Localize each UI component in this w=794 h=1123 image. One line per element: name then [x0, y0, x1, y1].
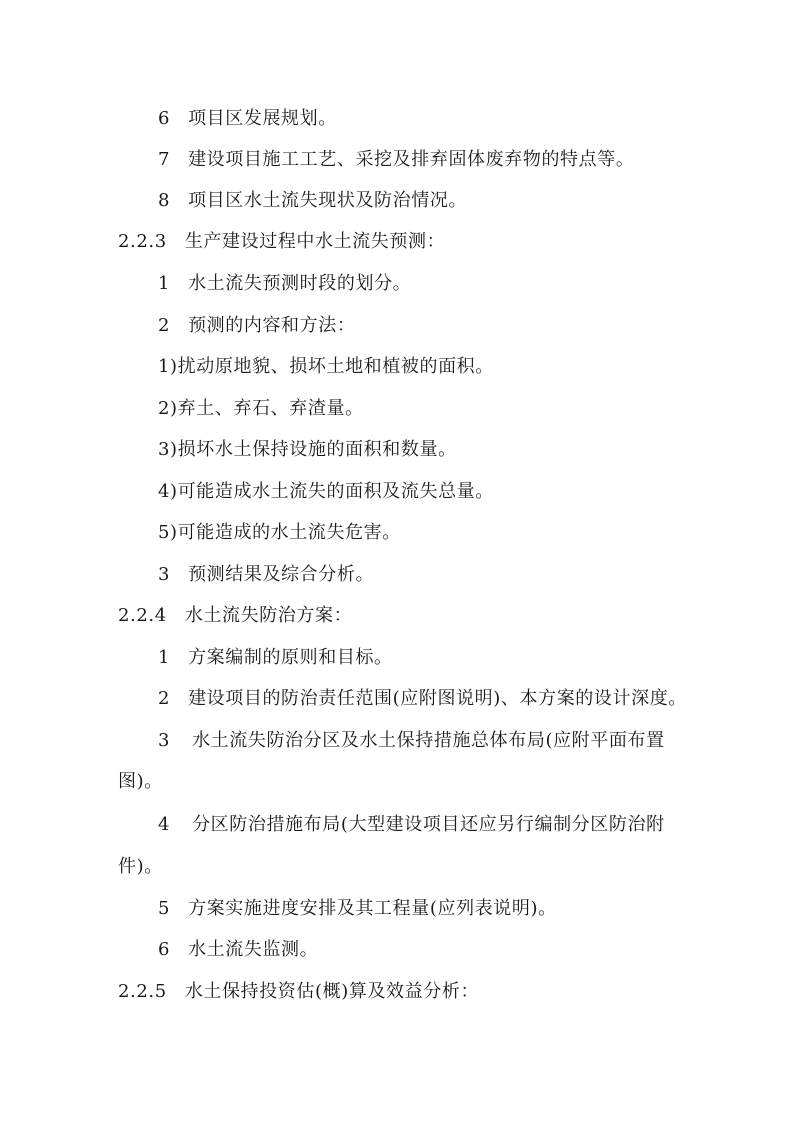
item-text: 图)。	[118, 771, 163, 792]
section-number: 2.2.3	[118, 231, 167, 252]
list-item	[158, 730, 665, 752]
list-item-continuation	[118, 856, 163, 878]
section-heading-2-2-3	[118, 231, 445, 253]
item-number: 3	[158, 730, 171, 751]
item-text: 水土流失监测。	[188, 939, 319, 960]
section-heading-2-2-5	[118, 981, 479, 1003]
item-number: 1	[158, 647, 171, 668]
sub-list-item	[158, 356, 494, 378]
sub-list-item	[158, 522, 401, 544]
item-text: 方案实施进度安排及其工程量(应列表说明)。	[188, 898, 557, 919]
item-text: 2)弃土、弃石、弃渣量。	[158, 398, 364, 419]
item-text: 4)可能造成水土流失的面积及流失总量。	[158, 481, 494, 502]
item-text: 5)可能造成的水土流失危害。	[158, 522, 401, 543]
list-item	[158, 190, 467, 212]
item-number: 6	[158, 939, 171, 960]
section-title: 水土保持投资估(概)算及效益分析：	[184, 981, 480, 1002]
item-number: 3	[158, 564, 171, 585]
item-number: 8	[158, 190, 171, 211]
list-item	[158, 564, 374, 586]
sub-list-item	[158, 481, 494, 503]
item-text: 项目区水土流失现状及防治情况。	[188, 190, 468, 211]
list-item-continuation	[118, 771, 163, 793]
list-item	[158, 149, 634, 171]
list-item	[158, 315, 355, 337]
list-item	[158, 647, 393, 669]
list-item	[158, 939, 318, 961]
item-number: 4	[158, 814, 171, 835]
item-text: 建设项目施工工艺、采挖及排弃固体废弃物的特点等。	[188, 149, 635, 170]
section-heading-2-2-4	[118, 605, 352, 627]
item-text: 项目区发展规划。	[188, 108, 337, 129]
section-title: 生产建设过程中水土流失预测：	[184, 231, 446, 252]
list-item	[158, 898, 557, 920]
section-number: 2.2.4	[118, 605, 167, 626]
sub-list-item	[158, 398, 364, 420]
list-item	[158, 108, 337, 130]
item-number: 2	[158, 688, 171, 709]
item-text: 分区防治措施布局(大型建设项目还应另行编制分区防治附	[192, 814, 665, 835]
item-text: 建设项目的防治责任范围(应附图说明)、本方案的设计深度。	[188, 688, 687, 709]
item-text: 方案编制的原则和目标。	[188, 647, 393, 668]
item-number: 2	[158, 315, 171, 336]
item-text: 3)损坏水土保持设施的面积和数量。	[158, 439, 457, 460]
list-item	[158, 814, 665, 836]
sub-list-item	[158, 439, 457, 461]
list-item	[158, 688, 687, 710]
item-number: 1	[158, 273, 171, 294]
list-item	[158, 273, 411, 295]
item-number: 7	[158, 149, 171, 170]
section-title: 水土流失防治方案：	[184, 605, 353, 626]
item-text: 水土流失防治分区及水土保持措施总体布局(应附平面布置	[192, 730, 665, 751]
item-text: 预测结果及综合分析。	[188, 564, 375, 585]
item-text: 1)扰动原地貌、损坏土地和植被的面积。	[158, 356, 494, 377]
item-text: 水土流失预测时段的划分。	[188, 273, 412, 294]
item-number: 6	[158, 108, 171, 129]
item-number: 5	[158, 898, 171, 919]
item-text: 件)。	[118, 856, 163, 877]
section-number: 2.2.5	[118, 981, 167, 1002]
item-text: 预测的内容和方法：	[188, 315, 356, 336]
